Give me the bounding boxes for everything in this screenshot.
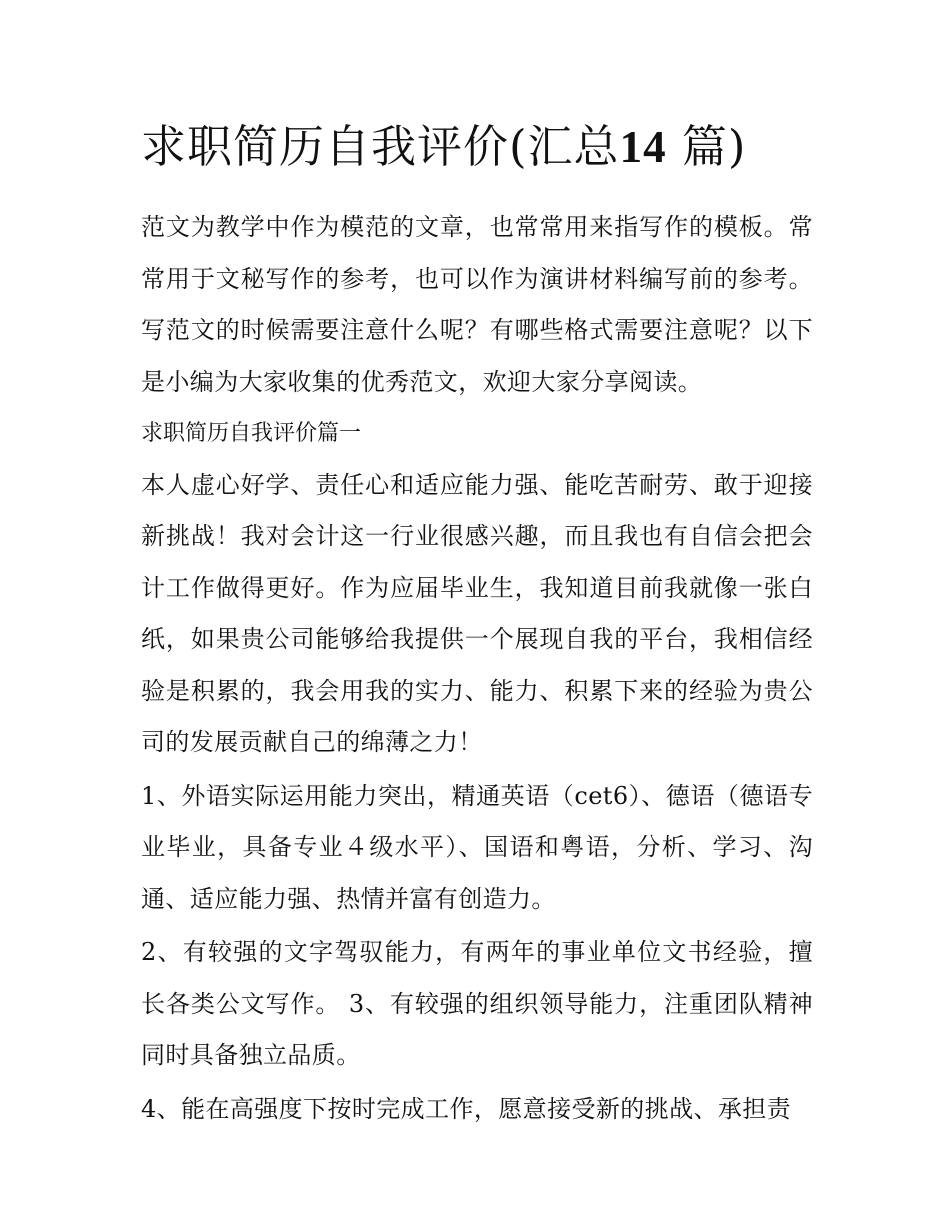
list-item-2-3: 2、有较强的文字驾驭能力，有两年的事业单位文书经验，擅长各类公文写作。 3、有较强的组织领导能力，注重团队精神同时具备独立品质。 xyxy=(141,938,813,1069)
title-number: 14 xyxy=(619,122,667,172)
intro-paragraph: 范文为教学中作为模范的文章，也常常用来指写作的模板。常常用于文秘写作的参考，也可以作为演讲材料编写前的参考。写范文的时候需要注意什么呢？有哪些格式需要注意呢？以下是小编为大家收集的优秀范文，欢迎大家分享阅读。 xyxy=(141,213,813,396)
title-tail: 篇) xyxy=(681,120,747,173)
section-heading: 求职简历自我评价篇一 xyxy=(141,421,362,446)
document-body xyxy=(141,202,813,1135)
title-main: 求职简历自我评价(汇总 xyxy=(141,120,620,173)
list-item-4: 4、能在高强度下按时完成工作，愿意接受新的挑战、承担责 xyxy=(141,1094,792,1123)
list-item-1: 1、外语实际运用能力突出，精通英语（cet6）、德语（德语专业毕业，具备专业４级水平）、国语和粤语，分析、学习、沟通、适应能力强、热情并富有创造力。 xyxy=(141,781,813,913)
document-title xyxy=(141,114,813,180)
document-page xyxy=(141,114,813,1135)
self-evaluation-paragraph: 本人虚心好学、责任心和适应能力强、能吃苦耐劳、敢于迎接新挑战！我对会计这一行业很感兴趣，而且我也有自信会把会计工作做得更好。作为应届毕业生，我知道目前我就像一张白纸，如果贵公司能够给我提供一个展现自我的平台，我相信经验是积累的，我会用我的实力、能力、积累下来的经验为贵公司的发展贡献自己的绵薄之力！ xyxy=(141,470,813,756)
